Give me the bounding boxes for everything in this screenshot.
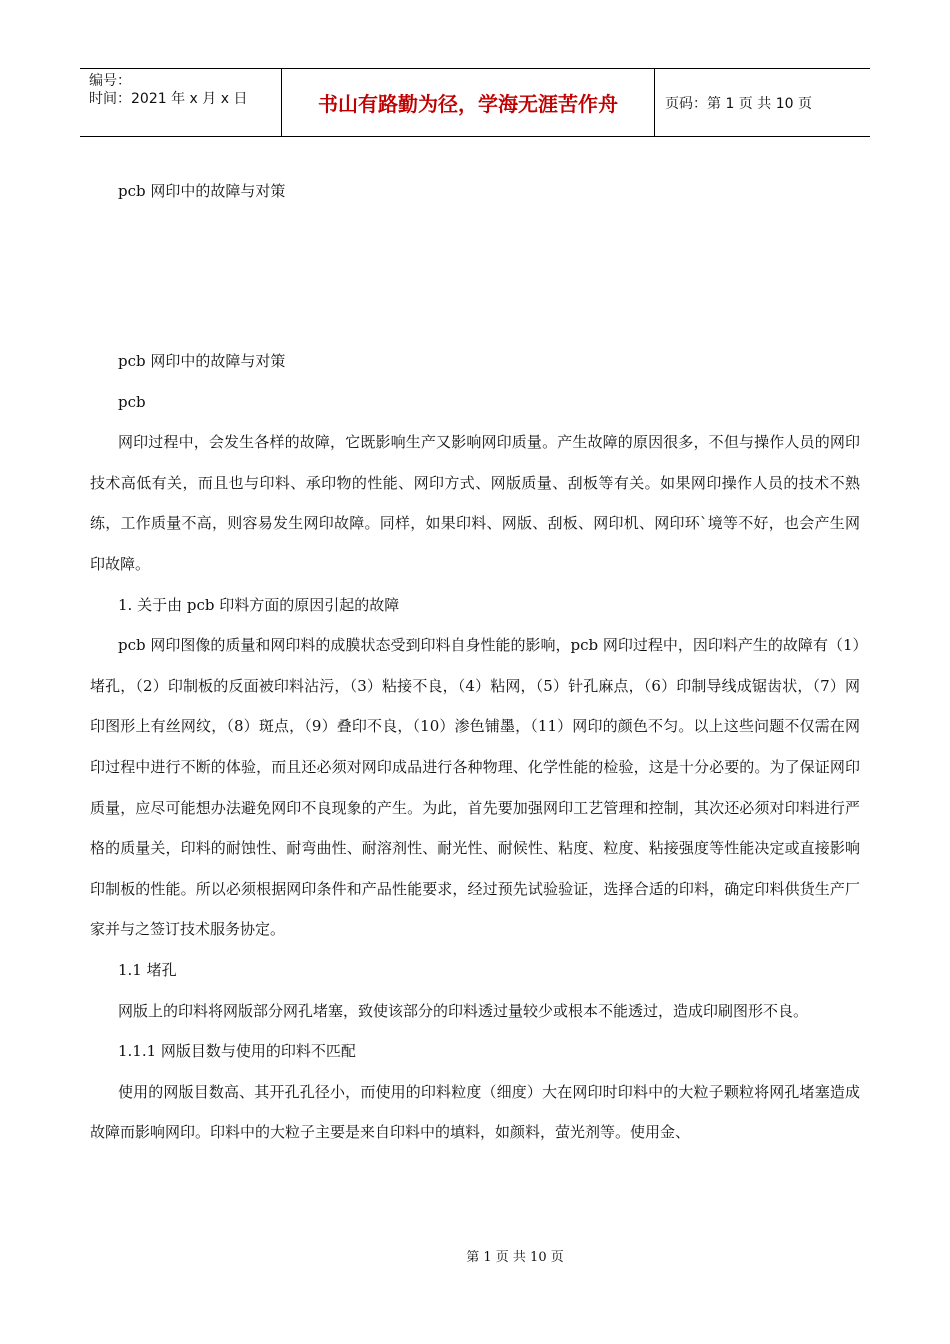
paragraph: pcb	[118, 392, 146, 411]
document-header	[80, 68, 870, 137]
motto: 书山有路勤为径，学海无涯苦作舟	[282, 69, 655, 136]
document-body	[90, 177, 860, 1153]
page-label: 页码：第 1 页 共 10 页	[665, 95, 812, 112]
paragraph: 网印过程中，会发生各样的故障，它既影响生产又影响网印质量。产生故障的原因很多，不但与操作人员的网印技术高低有关，而且也与印料、承印物的性能、网印方式、网版质量、刮板等有关。如果网印操作人员的技术不熟练，工作质量不高，则容易发生网印故障。同样，如果印料、网版、刮板、网印机、网印环`境等不好，也会产生网印故障。	[90, 433, 860, 573]
doc-title: pcb 网印中的故障与对策	[118, 182, 286, 200]
section-heading: 1.1 堵孔	[118, 960, 177, 979]
paragraph: 网版上的印料将网版部分网孔堵塞，致使该部分的印料透过量较少或根本不能透过，造成印刷图形不良。	[118, 1001, 809, 1020]
paragraph: pcb 网印中的故障与对策	[118, 352, 286, 370]
section-heading: 1.1.1 网版目数与使用的印料不匹配	[118, 1042, 356, 1061]
header-info-cell	[80, 69, 282, 136]
paragraph: 使用的网版目数高、其开孔孔径小，而使用的印料粒度（细度）大在网印时印料中的大粒子颗粒将网孔堵塞造成故障而影响网印。印料中的大粒子主要是来自印料中的填料，如颜料，萤光剂等。使用金、	[90, 1082, 860, 1142]
section-heading: 1. 关于由 pcb 印料方面的原因引起的故障	[118, 595, 400, 614]
number-label: 编号：	[89, 73, 131, 89]
paragraph: pcb 网印图像的质量和网印料的成膜状态受到印料自身性能的影响，pcb 网印过程中，因印料产生的故障有（1）堵孔，（2）印制板的反面被印料沾污，（3）粘接不良，（4）粘网，（5）针孔麻点，（6）印制导线成锯齿状，（7）网印图形上有丝网纹，（8）斑点，（9）叠印不良，（10）渗色铺墨，（11）网印的颜色不匀。以上这些问题不仅需在网印过程中进行不断的体验，而且还必须对网印成品进行各种物理、化学性能的检验，这是十分必要的。为了保证网印质量，应尽可能想办法避免网印不良现象的产生。为此，首先要加强网印工艺管理和控制，其次还必须对印料进行严格的质量关，印料的耐蚀性、耐弯曲性、耐溶剂性、耐光性、耐候性、粘度、粒度、粘接强度等性能决定或直接影响印制板的性能。所以必须根据网印条件和产品性能要求，经过预先试验验证，选择合适的印料，确定印料供货生产厂家并与之签订技术服务协定。	[90, 636, 860, 939]
time-label: 时间：2021 年 x 月 x 日	[89, 91, 248, 107]
page-footer: 第 1 页 共 10 页	[466, 1250, 564, 1265]
